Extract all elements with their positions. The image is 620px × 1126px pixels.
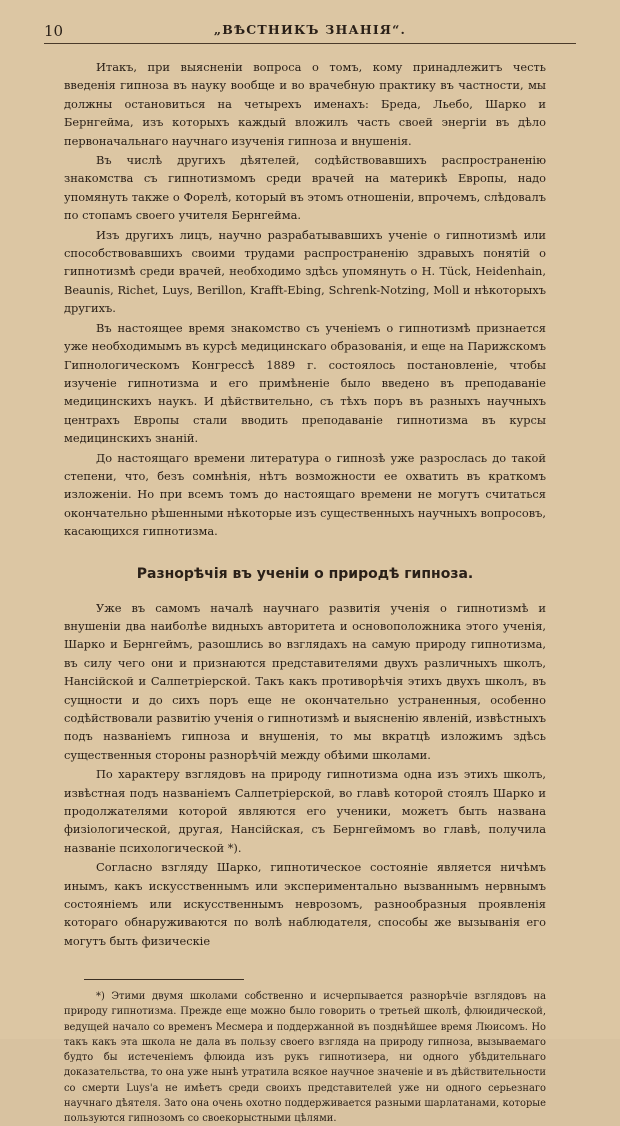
- paragraph: Согласно взгляду Шарко, гипнотическое состояніе является ничѣмъ инымъ, какъ искусственнымъ или экспериментально вызваннымъ нервнымъ состояніемъ или искусственнымъ неврозомъ, разнообразныя проявленія котораго обнаруживаются по волѣ наблюдателя, способы же вызыванія его могутъ быть физическіе: [64, 860, 546, 948]
- header-rule: [44, 43, 576, 44]
- paragraph: По характеру взглядовъ на природу гипнотизма одна изъ этихъ школъ, извѣстная подъ названіемъ Салпетріерской, во главѣ которой стоялъ Шарко и продолжателями которой являются его ученики, можетъ быть названа физіологической, другая, Нансійская, съ Бернгеймомъ во главѣ, получила названіе психологической *).: [64, 767, 546, 855]
- paragraph: Итакъ, при выясненіи вопроса о томъ, кому принадлежитъ честь введенія гипноза въ науку вообще и во врачебную практику въ частности, мы должны остановиться на четырехъ именахъ: Бреда, Льебо, Шарко и Бернгейма, изъ которыхъ каждый вложилъ часть своей энергіи въ дѣло первоначальнаго научнаго изученія гипноза и внушенія.: [64, 60, 546, 148]
- paragraph: Въ настоящее время знакомство съ ученіемъ о гипнотизмѣ признается уже необходимымъ въ курсѣ медицинскаго образованія, и еще на Парижскомъ Гипнологическомъ Конгрессѣ 1889 г. состоялось постановленіе, чтобы изученіе гипнотизма и его примѣненіе было введено въ преподаваніе медицинскихъ наукъ. И дѣйствительно, съ тѣхъ поръ въ разныхъ научныхъ центрахъ Европы стали вводить преподаваніе гипнотизма въ курсы медицинскихъ знаній.: [64, 320, 546, 446]
- paragraph: До настоящаго времени литература о гипнозѣ уже разрослась до такой степени, что, безъ сомнѣнія, нѣтъ возможности ее охватить въ краткомъ изложеніи. Но при всемъ томъ до настоящаго времени не могутъ считаться окончательно рѣшенными нѣкоторые изъ существенныхъ научныхъ вопросовъ, касающихся гипнотизма.: [64, 450, 546, 539]
- page-header: [44, 22, 576, 40]
- page-number: 10: [44, 22, 64, 40]
- footnote-rule: [84, 979, 244, 980]
- article-body: [64, 58, 546, 1126]
- paragraph: Въ числѣ другихъ дѣятелей, содѣйствовавшихъ распространенію знакомства съ гипнотизмомъ среди врачей на материкѣ Европы, надо упомянуть также о Форелѣ, который въ этомъ отношеніи, впрочемъ, слѣдовалъ по стопамъ своего учителя Бернгейма.: [64, 153, 546, 223]
- section-heading: Разнорѣчія въ ученіи о природѣ гипноза.: [136, 565, 474, 582]
- paragraph: Уже въ самомъ началѣ научнаго развитія ученія о гипнотизмѣ и внушеніи два наиболѣе видныхъ авторитета и основоположника этого ученія, Шарко и Бернгеймъ, разошлись во взглядахъ на самую природу гипнотизма, въ силу чего они и признаются представителями двухъ различныхъ школъ, Нансійской и Салпетріерской. Такъ какъ противорѣчія этихъ двухъ школъ, въ сущности и до сихъ поръ еще не окончательно устраненныя, особенно содѣйствовали развитію ученія о гипнотизмѣ и выясненію явленій, извѣстныхъ подъ названіемъ гипноза и внушенія, то мы вкратцѣ изложимъ здѣсь существенныя стороны разнорѣчій между обѣими школами.: [64, 600, 546, 762]
- footnote: *) Этими двумя школами собственно и исчерпывается разнорѣчіе взглядовъ на природу гипнотизма. Прежде еще можно было говорить о третьей школѣ, флюидической, ведущей начало со временъ Месмера и поддержанной въ позднѣйшее время Люисомъ. Но такъ какъ эта школа не дала въ пользу своего взгляда на природу гипноза, вызываемаго будто бы истеченіемъ флюида изъ рукъ гипнотизера, ни одного убѣдительнаго доказательства, то она уже нынѣ утратила всякое научное значеніе и въ дѣйствительности со смерти Luys'а не имѣетъ среди своихъ представителей уже ни одного серьезнаго научнаго дѣятеля. Зато она очень охотно поддерживается разными шарлатанами, которые пользуются гипнозомъ со своекорыстными цѣлями.: [64, 991, 546, 1124]
- paragraph: Изъ другихъ лицъ, научно разрабатывавшихъ ученіе о гипнотизмѣ или способствовавшихъ своими трудами распространенію здравыхъ понятій о гипнотизмѣ среди врачей, необходимо здѣсь упомянуть о H. Tück, Heidenhain, Beaunis, Richet, Luys, Berillon, Krafft-Ebing, Schrenk-Notzing, Moll и нѣкоторыхъ другихъ.: [64, 227, 546, 316]
- journal-title: „ВѢСТНИКЪ ЗНАНІЯ“.: [213, 22, 407, 37]
